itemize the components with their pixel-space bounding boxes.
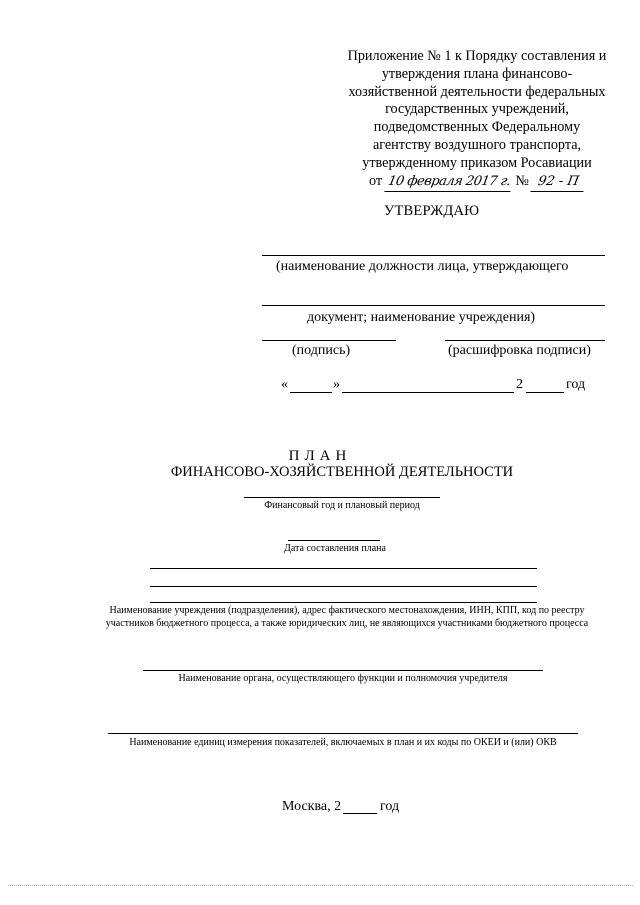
institution-caption-line-2: участников бюджетного процесса, а также юридических лиц, не являющихся участниками бюджетного процесса <box>105 618 589 629</box>
institution-blank-line-3 <box>150 602 537 603</box>
scan-artifact-line <box>8 885 633 888</box>
year-word: год <box>566 377 586 392</box>
position-blank-line <box>262 255 605 256</box>
date-open-quote: « <box>281 377 288 392</box>
number-label: № <box>515 172 529 189</box>
units-blank-line <box>108 733 578 734</box>
decode-blank-line <box>445 340 605 341</box>
decode-caption: (расшифровка подписи) <box>448 343 591 358</box>
signature-blank-line <box>262 340 396 341</box>
institution-blank-line-1 <box>150 568 537 569</box>
fin-year-blank-line <box>244 497 440 498</box>
month-blank-line <box>342 392 514 393</box>
appendix-line: утвержденному приказом Росавиации <box>362 154 592 171</box>
footer-city-year: Москва, 2 <box>282 799 342 814</box>
footer-year-blank-line <box>343 813 377 814</box>
institution-caption-line-1: Наименование учреждения (подразделения), адрес фактического местонахождения, ИНН, КПП, код по реестру <box>109 605 585 616</box>
date-close-quote: » <box>333 377 340 392</box>
institution-blank-line-2 <box>150 586 537 587</box>
founder-blank-line <box>143 670 543 671</box>
appendix-line: хозяйственной деятельности федеральных <box>348 83 606 100</box>
footer-year-word: год <box>380 799 400 814</box>
plan-subtitle: ФИНАНСОВО-ХОЗЯЙСТВЕННОЙ ДЕЯТЕЛЬНОСТИ <box>170 464 514 480</box>
from-label: от <box>369 172 383 189</box>
appendix-line: утверждения плана финансово- <box>381 65 573 82</box>
day-blank-line <box>290 392 332 393</box>
year-blank-line <box>526 392 564 393</box>
position-caption: (наименование должности лица, утверждающего <box>276 259 569 274</box>
appendix-line: агентству воздушного транспорта, <box>372 136 582 153</box>
plan-title: ПЛАН <box>288 448 352 464</box>
document-caption: документ; наименование учреждения) <box>307 310 536 325</box>
handwritten-order-date: 10 февраля 2017 г. <box>384 173 513 192</box>
founder-caption: Наименование органа, осуществляющего функции и полномочия учредителя <box>178 673 508 684</box>
order-date-line <box>318 173 636 192</box>
appendix-reference <box>318 48 636 191</box>
signature-caption: (подпись) <box>292 343 351 358</box>
plan-date-blank-line <box>288 540 380 541</box>
appendix-line: Приложение № 1 к Порядку составления и <box>347 48 607 64</box>
approve-heading: УТВЕРЖДАЮ <box>384 203 480 219</box>
fin-year-caption: Финансовый год и плановый период <box>264 500 420 511</box>
units-caption: Наименование единиц измерения показателей, включаемых в план и их коды по ОКЕИ и (или) ОКВ <box>129 737 557 748</box>
plan-date-caption: Дата составления плана <box>284 543 386 554</box>
handwritten-order-number: 92 - П <box>531 173 587 192</box>
appendix-line: государственных учреждений, <box>385 101 569 118</box>
appendix-line: подведомственных Федеральному <box>373 119 581 136</box>
year-prefix: 2 <box>516 377 523 392</box>
document-blank-line <box>262 305 605 306</box>
